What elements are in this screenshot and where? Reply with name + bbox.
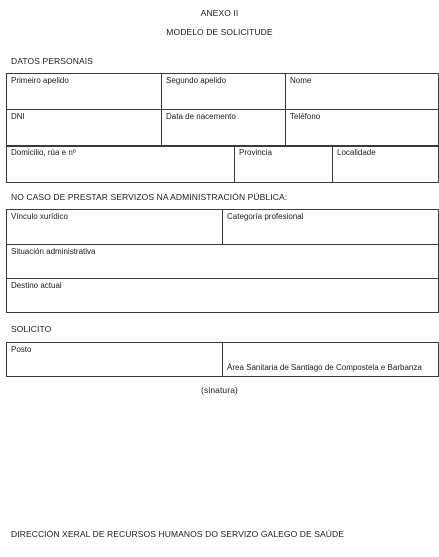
- dni-label: DNI: [11, 112, 25, 121]
- public-service-heading: NO CASO DE PRESTAR SERVIZOS NA ADMINISTRACIÓN PÚBLICA:: [11, 192, 288, 202]
- phone-field[interactable]: [286, 110, 439, 147]
- professional-category-field[interactable]: [223, 210, 439, 245]
- second-surname-field[interactable]: [162, 74, 286, 110]
- locality-label: Localidade: [337, 148, 376, 157]
- province-field[interactable]: [235, 146, 333, 183]
- name-label: Nome: [290, 76, 312, 85]
- birthdate-label: Data de nacemento: [166, 112, 236, 121]
- professional-category-label: Categoría profesional: [227, 212, 304, 221]
- health-area-field: [223, 343, 439, 377]
- request-heading: SOLICITO: [11, 324, 52, 334]
- address-field[interactable]: [7, 146, 235, 183]
- footer-directorate: DIRECCIÓN XERAL DE RECURSOS HUMANOS DO SERVIZO GALEGO DE SAÚDE: [11, 529, 345, 539]
- request-table: [6, 342, 439, 377]
- first-surname-label: Primeiro apelido: [11, 76, 69, 85]
- annex-label: ANEXO II: [200, 8, 239, 18]
- post-field[interactable]: [7, 343, 223, 377]
- dni-field[interactable]: [7, 110, 162, 147]
- legal-link-field[interactable]: [7, 210, 223, 245]
- address-label: Domicilio, rúa e nº: [11, 148, 76, 157]
- signature-label: (sinatura): [201, 385, 238, 395]
- post-label: Posto: [11, 345, 32, 354]
- current-post-label: Destino actual: [11, 281, 62, 290]
- personal-data-table-top: [6, 73, 439, 147]
- form-title: MODELO DE SOLICITUDE: [166, 27, 273, 37]
- name-field[interactable]: [286, 74, 439, 110]
- locality-field[interactable]: [333, 146, 439, 183]
- second-surname-label: Segundo apelido: [166, 76, 227, 85]
- birthdate-field[interactable]: [162, 110, 286, 147]
- personal-data-table-address: [6, 145, 439, 183]
- current-post-field[interactable]: [7, 279, 439, 313]
- province-label: Provincia: [239, 148, 272, 157]
- health-area-value: Área Sanitaria de Santiago de Compostela e Barbanza: [227, 363, 422, 372]
- public-service-table: [6, 209, 439, 313]
- personal-data-heading: DATOS PERSONAIS: [11, 56, 93, 66]
- first-surname-field[interactable]: [7, 74, 162, 110]
- phone-label: Teléfono: [290, 112, 321, 121]
- legal-link-label: Vínculo xurídico: [11, 212, 68, 221]
- administrative-status-field[interactable]: [7, 245, 439, 279]
- administrative-status-label: Situación administrativa: [11, 247, 96, 256]
